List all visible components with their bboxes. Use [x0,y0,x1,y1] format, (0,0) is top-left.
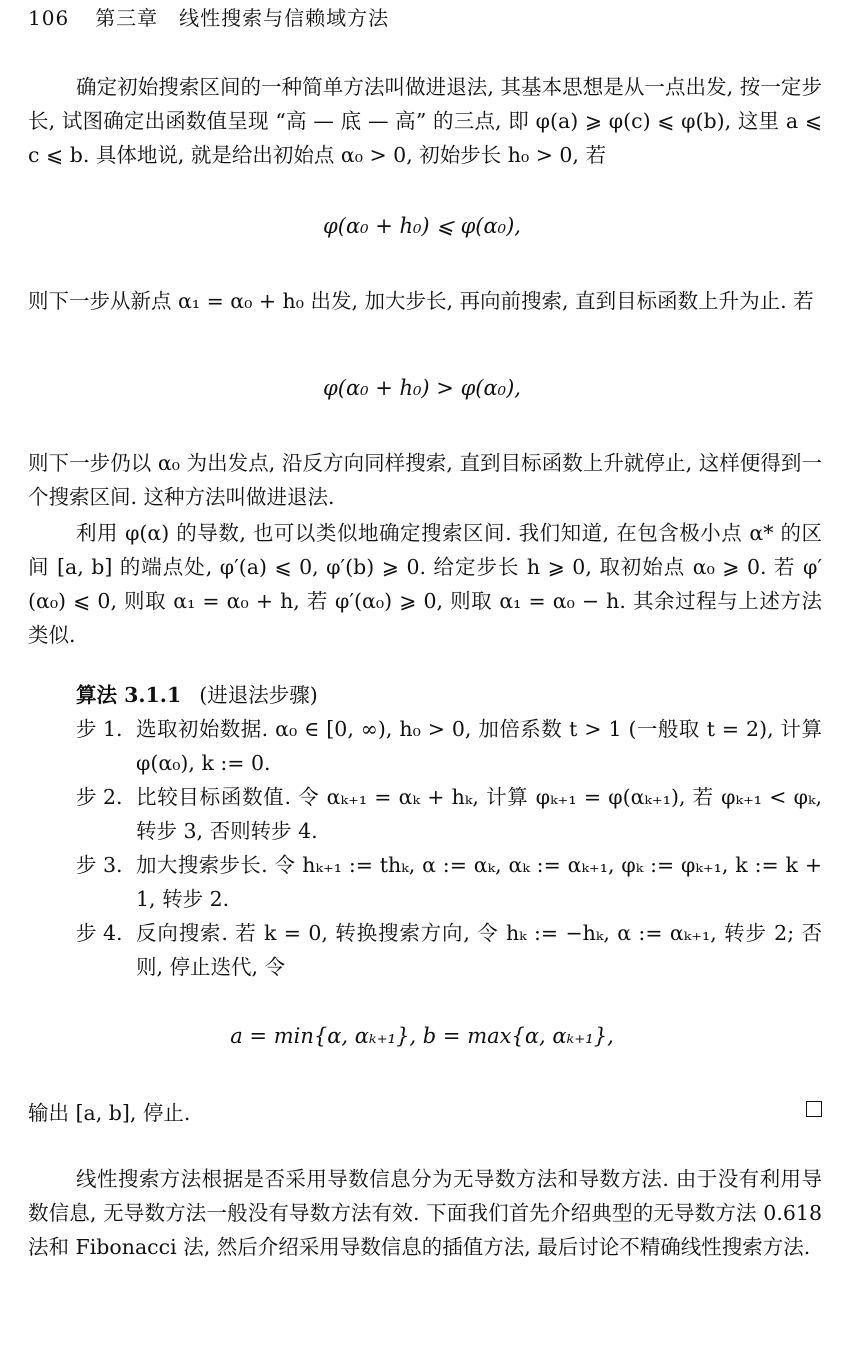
qed-square-icon [806,1101,822,1117]
equation-interval: a = min{α, αₖ₊₁}, b = max{α, αₖ₊₁}, [230,1024,614,1048]
running-header [28,2,389,31]
algorithm-step-2 [76,780,822,848]
paragraph-derivative: 利用 φ(α) 的导数, 也可以类似地确定搜索区间. 我们知道, 在包含极小点 α* 的区间 [a, b] 的端点处, φ′(a) ⩽ 0, φ′(b) ⩾ 0. 给定步长 h ⩾ 0, 取初始点 α₀ ⩾ 0. 若 φ′(α₀) ⩽ 0, 则取 α₁ = α₀ + h, 若 φ′(α₀) ⩾ 0, 则取 α₁ = α₀ − h. 其余过程与上述方法类似. [28,521,822,647]
step-label: 步 2. [76,785,123,809]
paragraph-summary: 线性搜索方法根据是否采用导数信息分为无导数方法和导数方法. 由于没有利用导数信息, 无导数方法一般没有导数方法有效. 下面我们首先介绍典型的无导数方法 0.618 法和 Fibonacci 法, 然后介绍采用导数信息的插值方法, 最后讨论不精确线性搜索方法. [28,1167,822,1259]
equation-1: φ(α₀ + h₀) ⩽ φ(α₀), [323,214,521,238]
paragraph-backward: 则下一步仍以 α₀ 为出发点, 沿反方向同样搜索, 直到目标函数上升就停止, 这样便得到一个搜索区间. 这种方法叫做进退法. [28,451,822,509]
step-text: 反向搜索. 若 k = 0, 转换搜索方向, 令 hₖ := −hₖ, α := αₖ₊₁, 转步 2; 否则, 停止迭代, 令 [136,921,822,979]
algorithm-step-4 [76,916,822,984]
algorithm-step-3 [76,848,822,916]
step-text: 加大搜索步长. 令 hₖ₊₁ := thₖ, α := αₖ, αₖ := αₖ₊₁, φₖ := φₖ₊₁, k := k + 1, 转步 2. [136,853,822,911]
paragraph-forward: 则下一步从新点 α₁ = α₀ + h₀ 出发, 加大步长, 再向前搜索, 直到目标函数上升为止. 若 [28,289,814,313]
algorithm-title [76,678,318,708]
chapter-title: 第三章 线性搜索与信赖域方法 [95,6,390,30]
paragraph-intro: 确定初始搜索区间的一种简单方法叫做进退法, 其基本思想是从一点出发, 按一定步长, 试图确定出函数值呈现 “高 — 底 — 高” 的三点, 即 φ(a) ⩾ φ(c) ⩽ φ(b), 这里 a ⩽ c ⩽ b. 具体地说, 就是给出初始点 α₀ > 0, 初始步长 h₀ > 0, 若 [28,75,822,167]
step-label: 步 4. [76,921,123,945]
step-text: 比较目标函数值. 令 αₖ₊₁ = αₖ + hₖ, 计算 φₖ₊₁ = φ(αₖ₊₁), 若 φₖ₊₁ < φₖ, 转步 3, 否则转步 4. [136,785,822,843]
algorithm-name: (进退法步骤) [199,683,318,707]
algorithm-output: 输出 [a, b], 停止. [28,1101,191,1125]
step-text: 选取初始数据. α₀ ∈ [0, ∞), h₀ > 0, 加倍系数 t > 1 (一般取 t = 2), 计算 φ(α₀), k := 0. [136,717,822,775]
page-number: 106 [28,6,70,30]
equation-2: φ(α₀ + h₀) > φ(α₀), [323,376,521,400]
step-label: 步 1. [76,717,123,741]
step-label: 步 3. [76,853,123,877]
algorithm-step-1 [76,712,822,780]
algorithm-label: 算法 3.1.1 [76,683,182,707]
